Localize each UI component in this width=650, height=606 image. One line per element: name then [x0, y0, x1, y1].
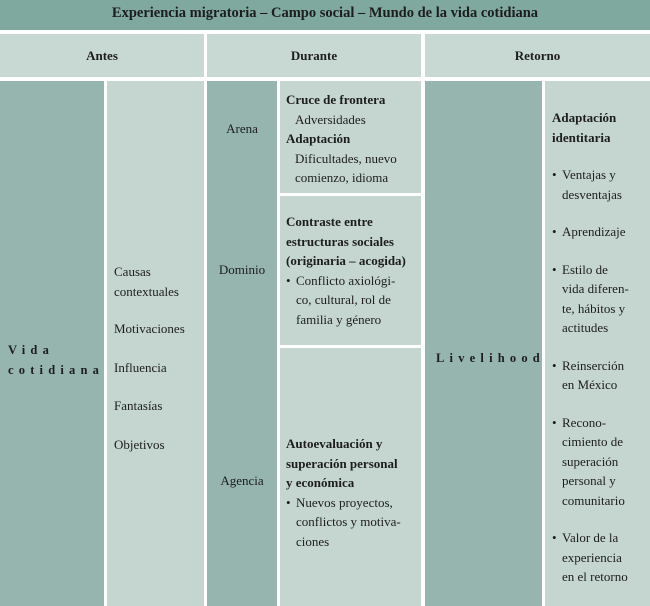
factor-item: contextuales — [114, 283, 179, 299]
retorno-bullet — [552, 356, 650, 395]
agencia-box — [280, 348, 421, 606]
bullet-icon: • — [286, 272, 291, 288]
bullet-icon: • — [552, 224, 557, 239]
retorno-bullet-line: cimiento de — [562, 434, 624, 449]
agencia-title-line2: superación personal — [286, 455, 398, 471]
header-retorno: Retorno — [425, 34, 650, 77]
antes-factors-list — [114, 262, 185, 454]
bullet-icon: • — [552, 357, 557, 373]
arena-sub-line2: comienzo, idioma — [295, 170, 389, 185]
retorno-bullet-line: Reinserción — [562, 357, 625, 373]
arena-sub-line1: Dificultades, nuevo — [295, 150, 397, 166]
retorno-bullet-line: comunitario — [562, 492, 625, 508]
agencia-bullet-line2: conflictos y motiva- — [296, 514, 401, 529]
header-antes: Antes — [0, 34, 204, 77]
retorno-bullet-line: en México — [562, 377, 618, 392]
vida-label-line2: cotidiana — [8, 363, 105, 377]
dominio-title-line1: Contraste entre — [286, 214, 373, 229]
dominio-title-line3: (originaria – acogida) — [286, 253, 406, 268]
vida-cotidiana-cell — [0, 81, 104, 606]
bullet-icon: • — [286, 494, 291, 510]
retorno-bullet-line: te, hábitos y — [562, 300, 626, 316]
level-agencia: Agencia — [220, 473, 264, 488]
arena-sub-adversidades: Adversidades — [295, 111, 366, 127]
retorno-bullet-line: Valor de la — [562, 530, 619, 545]
agencia-title-line1: Autoevaluación y — [286, 436, 383, 451]
agencia-bullet — [286, 493, 421, 552]
retorno-bullet-line: Recono- — [562, 414, 607, 430]
durante-levels-cell — [207, 81, 277, 606]
bullet-icon: • — [552, 530, 557, 545]
retorno-bullet — [552, 413, 650, 511]
livelihood-cell — [425, 81, 545, 606]
antes-factors-cell — [107, 81, 204, 606]
retorno-bullet — [552, 260, 650, 338]
retorno-bullet-line: superación — [562, 453, 619, 469]
retorno-bullet-line: Aprendizaje — [562, 224, 626, 239]
dominio-bullet-line3: familia y género — [296, 311, 382, 327]
diagram-title: Experiencia migratoria – Campo social – Mundo de la vida cotidiana — [0, 0, 650, 30]
bullet-icon: • — [552, 261, 557, 277]
retorno-bullet-line: experiencia — [562, 549, 622, 565]
level-dominio: Dominio — [218, 262, 266, 277]
level-arena: Arena — [226, 121, 258, 136]
retorno-bullet-line: en el retorno — [562, 569, 628, 584]
factor-item: Objetivos — [114, 436, 165, 452]
retorno-bullet — [552, 528, 650, 587]
arena-title-cruce: Cruce de frontera — [286, 92, 386, 107]
dominio-bullet-line2: co, cultural, rol de — [296, 292, 391, 307]
bullet-icon: • — [552, 167, 557, 182]
vida-cotidiana-label — [8, 340, 104, 380]
retorno-title-line1: Adaptación — [552, 110, 617, 125]
retorno-bullet-line: Estilo de — [562, 261, 608, 277]
retorno-bullet — [552, 165, 650, 204]
factor-item: Influencia — [114, 359, 167, 375]
factor-item: Motivaciones — [114, 321, 185, 336]
retorno-bullet-line: actitudes — [562, 320, 609, 335]
dominio-bullet — [286, 271, 421, 330]
bullet-icon: • — [552, 414, 557, 430]
factor-item: Causas — [114, 264, 151, 279]
vida-label-line1: Vida — [8, 343, 55, 357]
arena-title-adaptacion: Adaptación — [286, 131, 351, 146]
factor-item: Fantasías — [114, 398, 163, 413]
livelihood-label: Livelihood — [436, 351, 545, 365]
dominio-bullet-line1: Conflicto axiológi- — [296, 272, 396, 288]
retorno-bullet-line: Ventajas y — [562, 167, 616, 182]
retorno-title-line2: identitaria — [552, 129, 611, 145]
retorno-bullet-line: vida diferen- — [562, 281, 629, 296]
adaptacion-identitaria-cell — [545, 81, 650, 606]
retorno-bullet-line: personal y — [562, 473, 616, 488]
arena-box — [280, 81, 421, 193]
retorno-bullet — [552, 222, 650, 242]
agencia-bullet-line1: Nuevos proyectos, — [296, 494, 393, 510]
dominio-box — [280, 196, 421, 345]
agencia-bullet-line3: ciones — [296, 533, 330, 549]
retorno-bullet-line: desventajas — [562, 186, 622, 202]
agencia-title-line3: y económica — [286, 475, 355, 490]
header-durante: Durante — [207, 34, 421, 77]
dominio-title-line2: estructuras sociales — [286, 233, 394, 249]
